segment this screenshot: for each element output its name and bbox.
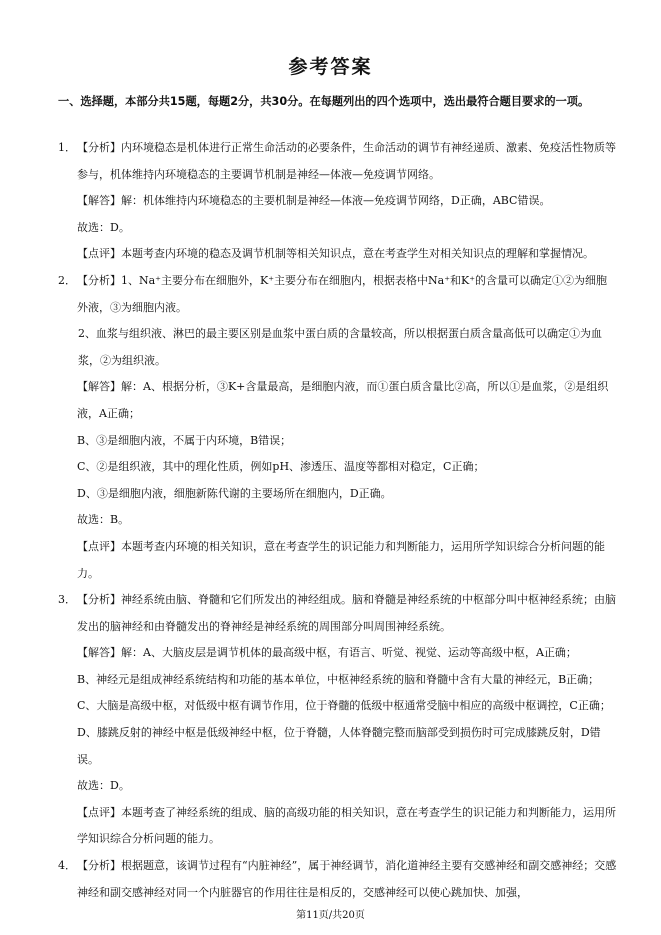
question-number: 2． <box>58 273 76 287</box>
page-footer: 第11页/共20页 <box>296 910 365 921</box>
question-2 <box>58 268 618 321</box>
page-title: 参考答案 <box>288 56 373 78</box>
question-number: 1． <box>58 141 76 154</box>
option-b-explanation: B、③是细胞内液，不属于内环境，B错误； <box>77 433 292 447</box>
option-d-explanation: D、③是细胞内液，细胞新陈代谢的主要场所在细胞内，D正确。 <box>77 486 392 500</box>
question-analysis: 【分析】根据题意，该调节过程有“内脏神经”，属于神经调节，消化道神经主要有交感神经和副交感神经；交感神经和副交感神经对同一个内脏器官的作用往往是相反的，交感神经可以使心跳加快、加强， <box>77 859 617 899</box>
question-3 <box>58 587 618 640</box>
question-number: 3． <box>58 593 76 607</box>
question-analysis: 【分析】内环境稳态是机体进行正常生命活动的必要条件，生命活动的调节有神经递质、激素、免疫活性物质等参与，机体维持内环境稳态的主要调节机制是神经—体液—免疫调节网络。 <box>77 141 616 181</box>
section-header: 一、选择题，本部分共15题，每题2分，共30分。在每题列出的四个选项中，选出最符合题目要求的一项。 <box>58 95 590 108</box>
option-b-explanation: B、神经元是组成神经系统结构和功能的基本单位，中枢神经系统的脑和脊髓中含有大量的神经元，B正确； <box>77 672 600 686</box>
question-answer: 【解答】解：A、大脑皮层是调节机体的最高级中枢，有语言、听觉、视觉、运动等高级中枢，A正确； <box>77 646 577 660</box>
question-comment: 【点评】本题考查内环境的相关知识，意在考查学生的识记能力和判断能力，运用所学知识综合分析问题的能力。 <box>77 539 605 580</box>
question-choice: 故选：D。 <box>77 779 130 793</box>
question-answer: 【解答】解：机体维持内环境稳态的主要机制是神经—体液—免疫调节网络，D正确，ABC错误。 <box>77 194 551 208</box>
question-analysis: 【分析】1、Na⁺主要分布在细胞外，K⁺主要分布在细胞内，根据表格中Na⁺和K⁺的含量可以确定①②为细胞外液，③为细胞内液。 <box>77 273 608 314</box>
question-4 <box>58 853 618 906</box>
question-choice: 故选：B。 <box>77 513 130 527</box>
option-c-explanation: C、②是组织液，其中的理化性质，例如pH、渗透压、温度等都相对稳定，C正确； <box>77 460 485 474</box>
question-analysis: 【分析】神经系统由脑、脊髓和它们所发出的神经组成。脑和脊髓是神经系统的中枢部分叫中枢神经系统；由脑发出的脑神经和由脊髓发出的脊神经是神经系统的周围部分叫周围神经系统。 <box>77 593 616 633</box>
question-number: 4． <box>58 859 76 873</box>
question-comment: 【点评】本题考查了神经系统的组成、脑的高级功能的相关知识，意在考查学生的识记能力和判断能力，运用所学知识综合分析问题的能力。 <box>77 805 616 846</box>
question-comment: 【点评】本题考查内环境的稳态及调节机制等相关知识点，意在考查学生对相关知识点的理解和掌握情况。 <box>77 247 594 261</box>
answers-body <box>58 135 618 906</box>
question-analysis-point: 2、血浆与组织液、淋巴的最主要区别是血浆中蛋白质的含量较高，所以根据蛋白质含量高低可以确定①为血浆，②为组织液。 <box>78 327 602 367</box>
option-c-explanation: C、大脑是高级中枢，对低级中枢有调节作用，位于脊髓的低级中枢通常受脑中相应的高级中枢调控，C正确； <box>77 699 611 713</box>
question-choice: 故选：D。 <box>77 220 130 234</box>
question-answer: 【解答】解：A、根据分析，③K+含量最高，是细胞内液，而①蛋白质含量比②高，所以①是血浆，②是组织液，A正确； <box>77 380 609 420</box>
option-d-explanation: D、膝跳反射的神经中枢是低级神经中枢，位于脊髓，人体脊髓完整而脑部受到损伤时可完成膝跳反射，D错误。 <box>77 726 601 766</box>
question-1 <box>58 135 618 188</box>
